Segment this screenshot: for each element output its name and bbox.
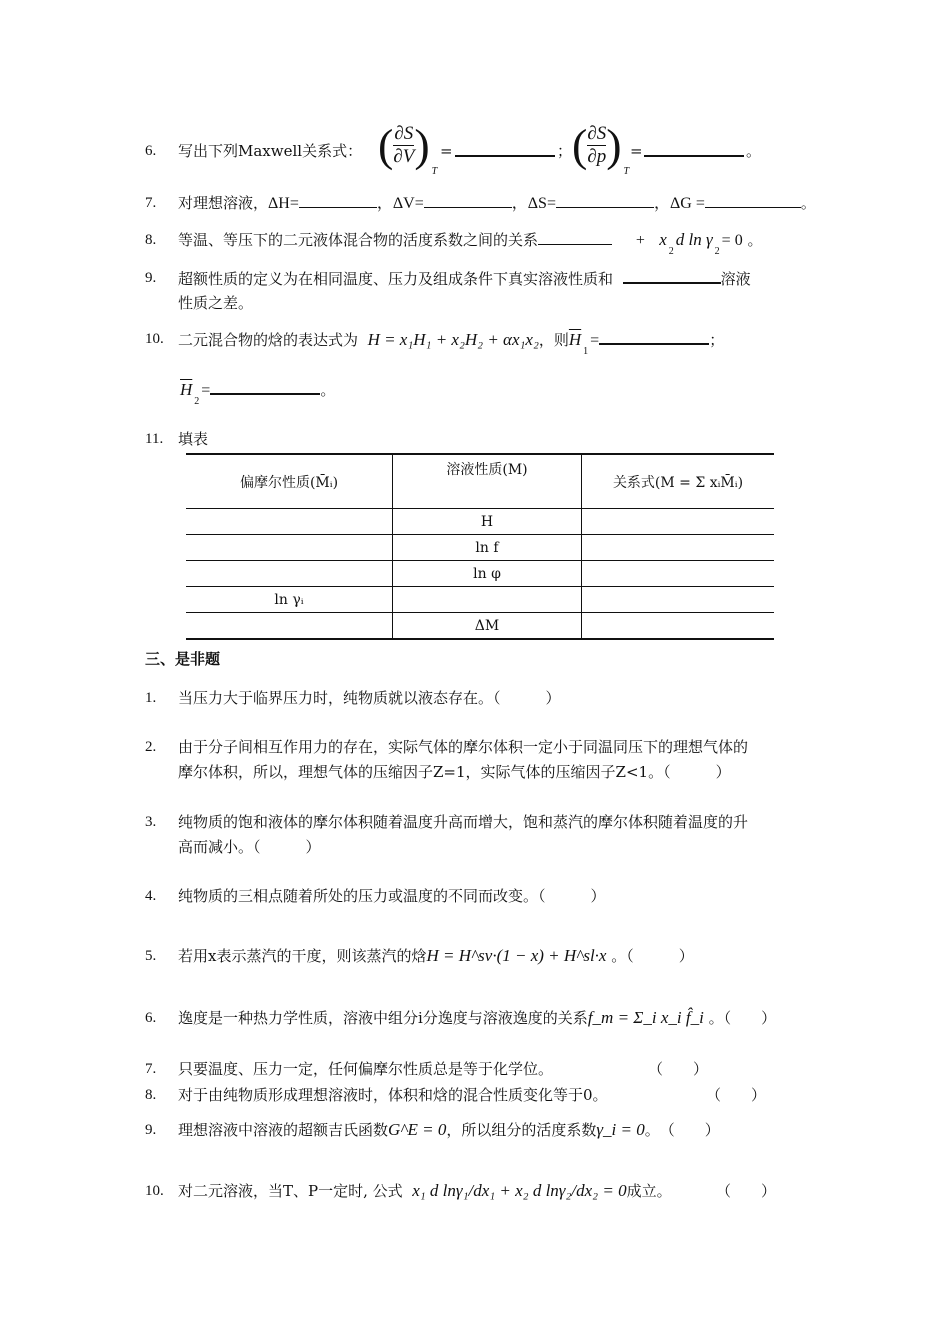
question-text: ，所以组分的活度系数 [446,1121,597,1139]
question-text: 若用x表示蒸汽的干度，则该蒸汽的焓 [178,947,427,965]
answer-blank[interactable] [556,193,654,208]
answer-blank[interactable] [210,379,320,395]
table-cell[interactable] [582,535,775,561]
table-cell: ln f [393,535,582,561]
equals: = [201,382,211,399]
question-number: 2. [145,739,157,755]
table-row [186,535,774,561]
activity-formula: γ_i = 0 [596,1120,645,1139]
answer-paren[interactable]: 。（ ） [611,947,694,965]
question-text[interactable]: 纯物质的三相点随着所处的压力或温度的不同而改变。（ ） [178,887,606,905]
fill-table [186,453,774,640]
question-number: 9. [145,270,157,286]
period: 。 [747,231,763,249]
separator: ； [557,142,573,160]
answer-paren[interactable]: （ ） [706,1086,767,1104]
answer-blank[interactable] [705,193,801,208]
gibbs-duhem-formula: x₁ d lnγ₁/dx₁ + x₂ d lnγ₂/dx₂ = 0 [412,1181,627,1200]
enthalpy-formula: H = H^sv·(1 − x) + H^sl·x [426,946,607,965]
answer-blank[interactable] [623,268,721,284]
var-x: x [659,230,667,249]
equals-zero: = 0 [721,232,743,249]
denominator: ∂V [393,146,415,167]
question-number: 7. [145,1061,157,1077]
question-text-line2[interactable]: 高而减小。（ ） [178,838,321,856]
table-row [186,509,774,535]
subscript: 1 [583,346,589,357]
question-text: 填表 [178,430,209,448]
question-text: 逸度是一种热力学性质，溶液中组分i分逸度与溶液逸度的关系 [178,1009,588,1027]
question-body [178,1120,720,1140]
question-text: 对理想溶液， [178,194,269,212]
question-text: ，则 [538,331,569,349]
header-partial-molar: 偏摩尔性质(M̄ᵢ) [186,454,393,509]
answer-paren[interactable]: （ ） [648,1060,709,1078]
table-row [186,561,774,587]
table-cell[interactable] [582,509,775,535]
table-cell[interactable] [186,509,393,535]
subscript: 2 [714,246,720,257]
table-cell: H [393,509,582,535]
question-body [178,193,816,214]
question-text-line2[interactable]: 摩尔体积，所以，理想气体的压缩因子Z=1，实际气体的压缩因子Z<1。（ ） [178,763,731,781]
excess-gibbs-formula: G^E = 0 [388,1120,447,1139]
subscript: 2 [194,396,200,407]
question-number: 8. [145,232,157,248]
table-row [186,587,774,613]
question-text: 只要温度、压力一定，任何偏摩尔性质总是等于化学位。 [178,1060,554,1078]
plus: + [635,232,645,249]
question-number: 10. [145,331,164,347]
question-text-line2: 性质之差。 [178,294,254,312]
question-body [178,329,725,357]
question-number: 6. [145,1010,157,1026]
question-text: 理想溶液中溶液的超额吉氏函数 [178,1121,389,1139]
question-body [178,946,694,966]
answer-paren[interactable]: 。（ ） [708,1009,777,1027]
answer-blank[interactable] [455,141,555,157]
denominator: ∂p [587,146,607,167]
numerator: ∂S [587,123,607,144]
question-text: 等温、等压下的二元液体混合物的活度系数之间的关系 [178,231,539,249]
label-dg: ，ΔG = [653,195,705,212]
label-dv: ，ΔV= [376,195,424,212]
section-title: 三、是非题 [145,650,221,668]
fugacity-formula: f_m = Σ_i x_i f̂_i [587,1008,704,1027]
question-number: 10. [145,1183,164,1199]
label-ds: ，ΔS= [511,195,556,212]
subscript: T [431,165,438,177]
dln-gamma: d ln γ [675,230,713,249]
question-text: 对二元溶液，当T、P一定时, 公式 [178,1182,403,1200]
table-cell[interactable] [582,587,775,613]
equals: = [630,142,643,160]
question-text: 写出下列Maxwell关系式： [178,142,363,160]
enthalpy-formula: H = x₁H₁ + x₂H₂ + αx₁x₂ [367,330,539,349]
header-solution-property: 溶液性质(M) [393,454,582,509]
period: 。 [746,142,762,160]
question-number: 7. [145,195,157,211]
answer-blank[interactable] [538,230,612,245]
table-cell[interactable] [186,561,393,587]
header-relation: 关系式(M = Σ xᵢM̄ᵢ) [582,454,775,509]
table-cell[interactable] [186,613,393,640]
partial-derivative-1: ( $\frac{\partial S}{\partial V}$ )$_T$ [378,119,438,177]
answer-blank[interactable] [599,329,709,345]
answer-paren[interactable]: （ ） [716,1182,777,1200]
table-row [186,613,774,640]
table-cell[interactable] [582,613,775,640]
question-number: 1. [145,690,157,706]
table-cell[interactable] [582,561,775,587]
table-cell: ln φ [393,561,582,587]
subscript: 2 [668,246,674,257]
partial-h: $\overline{H}$ [180,380,193,399]
question-number: 6. [145,143,157,159]
question-body [178,268,751,289]
question-number: 9. [145,1122,157,1138]
table-header-row [186,454,774,509]
question-line2 [180,379,336,407]
question-number: 3. [145,814,157,830]
partial-h: $\overline{H}$ [568,330,582,349]
table-cell[interactable] [186,535,393,561]
table-cell[interactable] [393,587,582,613]
question-number: 8. [145,1087,157,1103]
fill-question-6 [0,119,950,189]
answer-blank[interactable] [424,193,512,208]
subscript: T [623,165,630,177]
partial-derivative-2: ( $\frac{\partial S}{\partial p}$ )$_T$ [572,119,630,177]
question-number: 5. [145,948,157,964]
answer-blank[interactable] [299,193,377,208]
separator: ； [709,331,725,349]
question-text-tail: 溶液 [720,270,751,288]
equals: = [440,142,453,160]
period: 。 [320,381,336,399]
period: 。 [800,194,816,212]
answer-blank[interactable] [644,141,744,157]
question-text-tail: 成立。 [626,1182,672,1200]
question-text: 对于由纯物质形成理想溶液时，体积和焓的混合性质变化等于0。 [178,1086,608,1104]
table-cell: ΔM [393,613,582,640]
question-number: 4. [145,888,157,904]
label-dh: ΔH= [268,195,299,212]
table-cell: ln γᵢ [186,587,393,613]
question-text: 超额性质的定义为在相同温度、压力及组成条件下真实溶液性质和 [178,270,614,288]
question-text: 二元混合物的焓的表达式为 [178,331,359,349]
question-body [178,1008,776,1028]
question-body [178,1181,672,1201]
question-text: 纯物质的饱和液体的摩尔体积随着温度升高而增大，饱和蒸汽的摩尔体积随着温度的升 [178,813,749,831]
question-number: 11. [145,431,164,447]
answer-paren[interactable]: 。 （ ） [644,1121,720,1139]
question-text[interactable]: 当压力大于临界压力时，纯物质就以液态存在。（ ） [178,689,561,707]
numerator: ∂S [394,123,414,144]
question-body [178,230,763,257]
question-text: 由于分子间相互作用力的存在，实际气体的摩尔体积一定小于同温同压下的理想气体的 [178,738,749,756]
equals: = [590,332,600,349]
